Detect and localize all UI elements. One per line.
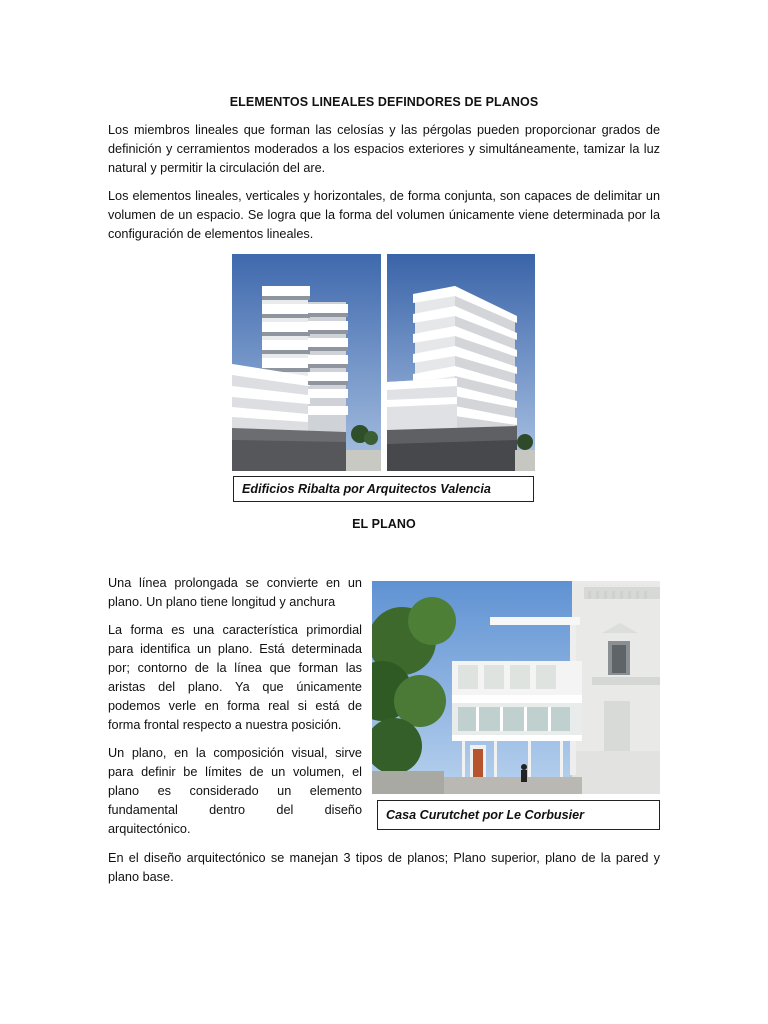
photo-ribalta-left <box>232 254 381 471</box>
column-paragraph-1: Una línea prolongada se convierte en un plano. Un plano tiene longitud y anchura <box>108 576 362 609</box>
figure-caption-curutchet: Casa Curutchet por Le Corbusier <box>377 800 660 830</box>
column-paragraph-3: Un plano, en la composición visual, sirve para definir be límites de un volumen, el plano es considerado un elemento fundamental dentro del diseño arquitectónico. <box>108 746 362 836</box>
section-title-el-plano: EL PLANO <box>352 517 416 531</box>
figure-caption-ribalta: Edificios Ribalta por Arquitectos Valencia <box>233 476 534 502</box>
paragraph-1: Los miembros lineales que forman las celosías y las pérgolas pueden proporcionar grados de definición y cerramientos moderados a los espacios exteriores y simultáneamente, tamizar la luz natural y permitir la circulación del are. <box>108 123 660 175</box>
photo-casa-curutchet <box>372 581 660 794</box>
paragraph-2: Los elementos lineales, verticales y horizontales, de forma conjunta, son capaces de delimitar un volumen de un espacio. Se logra que la forma del volumen únicamente viene determinada por la configuración de elementos lineales. <box>108 189 660 241</box>
photo-ribalta-right <box>387 254 535 471</box>
page-title: ELEMENTOS LINEALES DEFINDORES DE PLANOS <box>229 95 539 109</box>
closing-paragraph: En el diseño arquitectónico se manejan 3 tipos de planos; Plano superior, plano de la pared y plano base. <box>108 851 660 884</box>
column-paragraph-2: La forma es una característica primordial para identifica un plano. Está determinada por; contorno de la línea que forman las aristas del plano. Ya que únicamente podemos verle en forma real si está de forma frontal respecto a nuestra posición. <box>108 623 362 732</box>
